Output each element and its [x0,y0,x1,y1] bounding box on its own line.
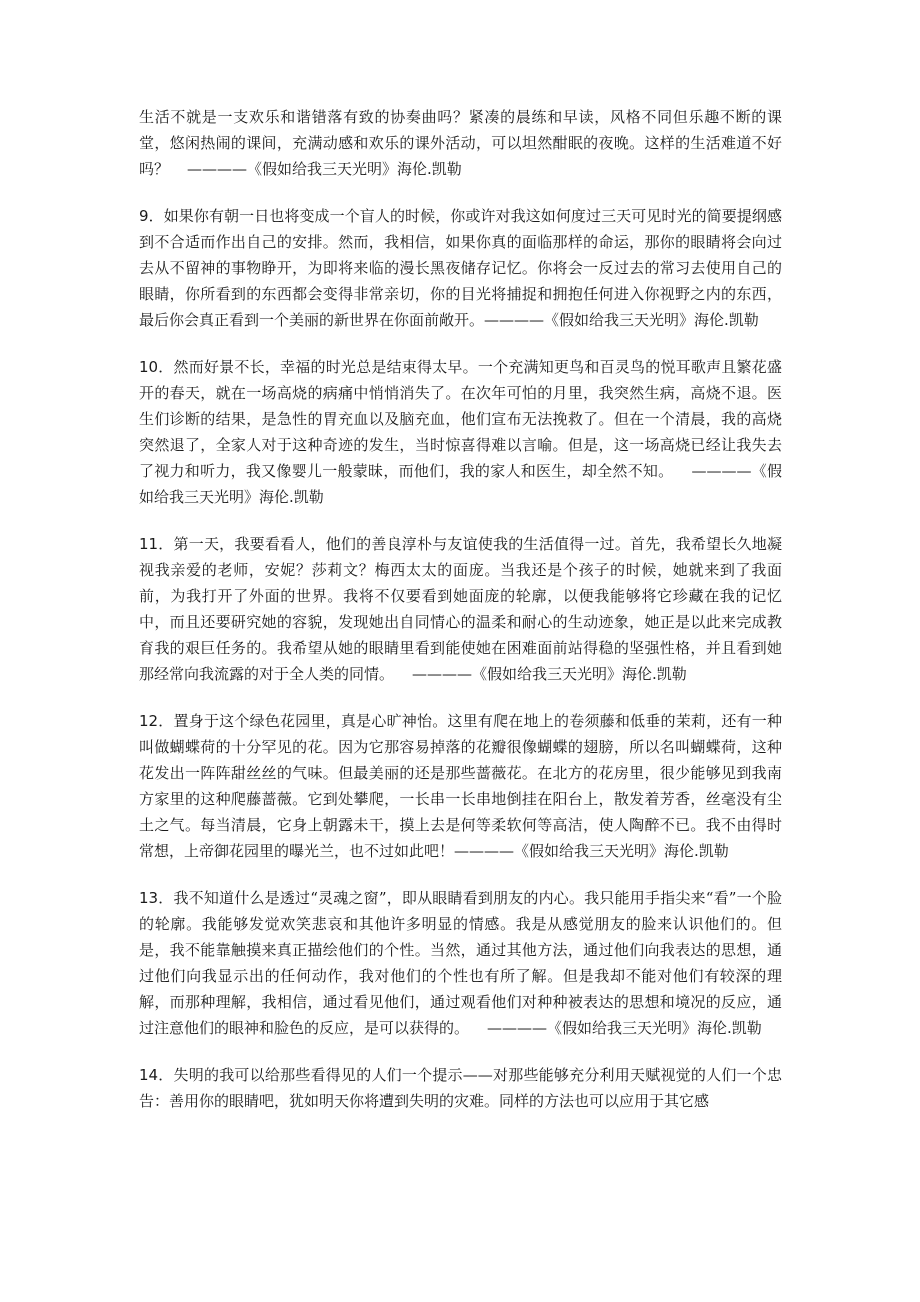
document-page [139,104,782,1114]
paragraph-text: 我不知道什么是透过“灵魂之窗”，即从眼睛看到朋友的内心。我只能用手指尖来“看”一个脸的轮廓。我能够发觉欢笑悲哀和其他许多明显的情感。我是从感觉朋友的脸来认识他们的。但是，我不能靠触摸来真正描绘他们的个性。当然，通过其他方法，通过他们向我表达的思想，通过他们向我显示出的任何动作，我对他们的个性也有所了解。但是我却不能对他们有较深的理解，而那种理解，我相信，通过看见他们，通过观看他们对种种被表达的思想和境况的反应，通过注意他们的眼神和脸色的反应，是可以获得的。 [139,889,782,1037]
paragraph-number: 10． [139,358,174,376]
paragraph-10 [139,354,782,510]
paragraph-source: ————《假如给我三天光明》海伦.凯勒 [484,311,759,329]
paragraph-text: 然而好景不长，幸福的时光总是结束得太早。一个充满知更鸟和百灵鸟的悦耳歌声且繁花盛开的春天，就在一场高烧的病痛中悄悄消失了。在次年可怕的月里，我突然生病，高烧不退。医生们诊断的结果，是急性的胃充血以及脑充血，他们宣布无法挽救了。但在一个清晨，我的高烧突然退了，全家人对于这种奇迹的发生，当时惊喜得难以言喻。但是，这一场高烧已经让我失去了视力和听力，我又像婴儿一般蒙昧，而他们，我的家人和医生，却全然不知。 [139,358,782,480]
paragraph-text: 失明的我可以给那些看得见的人们一个提示——对那些能够充分利用天赋视觉的人们一个忠告：善用你的眼睛吧，犹如明天你将遭到失明的灾难。同样的方法也可以应用于其它感 [139,1066,782,1110]
paragraph-number: 14． [139,1066,174,1084]
paragraph-number: 9． [139,207,164,225]
paragraph-number: 13． [139,889,174,907]
paragraph-text: 第一天，我要看看人，他们的善良淳朴与友谊使我的生活值得一过。首先，我希望长久地凝视我亲爱的老师，安妮？莎莉文？梅西太太的面庞。当我还是个孩子的时候，她就来到了我面前，为我打开了外面的世界。我将不仅要看到她面庞的轮廓，以便我能够将它珍藏在我的记忆中，而且还要研究她的容貌，发现她出自同情心的温柔和耐心的生动迹象，她正是以此来完成教育我的艰巨任务的。我希望从她的眼睛里看到能使她在困难面前站得稳的坚强性格，并且看到她那经常向我流露的对于全人类的同情。 [139,535,782,683]
paragraph-12 [139,708,782,864]
paragraph-9 [139,203,782,333]
paragraph-intro [139,104,782,182]
paragraph-11 [139,531,782,687]
paragraph-text: 生活不就是一支欢乐和谐错落有致的协奏曲吗？紧凑的晨练和早读，风格不同但乐趣不断的课堂，悠闲热闹的课间，充满动感和欢乐的课外活动，可以坦然酣眠的夜晚。这样的生活难道不好吗？ [139,108,782,178]
paragraph-source: ————《假如给我三天光明》海伦.凯勒 [139,462,782,506]
paragraph-source: ————《假如给我三天光明》海伦.凯勒 [454,842,729,860]
paragraph-13 [139,885,782,1041]
paragraph-source: ————《假如给我三天光明》海伦.凯勒 [187,160,462,178]
paragraph-text: 置身于这个绿色花园里，真是心旷神怡。这里有爬在地上的卷须藤和低垂的茉莉，还有一种叫做蝴蝶荷的十分罕见的花。因为它那容易掉落的花瓣很像蝴蝶的翅膀，所以名叫蝴蝶荷，这种花发出一阵阵甜丝丝的气味。但最美丽的还是那些蔷薇花。在北方的花房里，很少能够见到我南方家里的这种爬藤蔷薇。它到处攀爬，一长串一长串地倒挂在阳台上，散发着芳香，丝毫没有尘土之气。每当清晨，它身上朝露未干，摸上去是何等柔软何等高洁，使人陶醉不已。我不由得时常想，上帝御花园里的曝光兰，也不过如此吧！ [139,712,782,860]
paragraph-number: 12． [139,712,174,730]
paragraph-source: ————《假如给我三天光明》海伦.凯勒 [412,665,687,683]
paragraph-number: 11． [139,535,174,553]
paragraph-source: ————《假如给我三天光明》海伦.凯勒 [487,1019,762,1037]
paragraph-14 [139,1062,782,1114]
paragraph-text: 如果你有朝一日也将变成一个盲人的时候，你或许对我这如何度过三天可见时光的简要提纲感到不合适而作出自己的安排。然而，我相信，如果你真的面临那样的命运，那你的眼睛将会向过去从不留神的事物睁开，为即将来临的漫长黑夜储存记忆。你将会一反过去的常习去使用自己的眼睛，你所看到的东西都会变得非常亲切，你的目光将捕捉和拥抱任何进入你视野之内的东西，最后你会真正看到一个美丽的新世界在你面前敞开。 [139,207,782,329]
